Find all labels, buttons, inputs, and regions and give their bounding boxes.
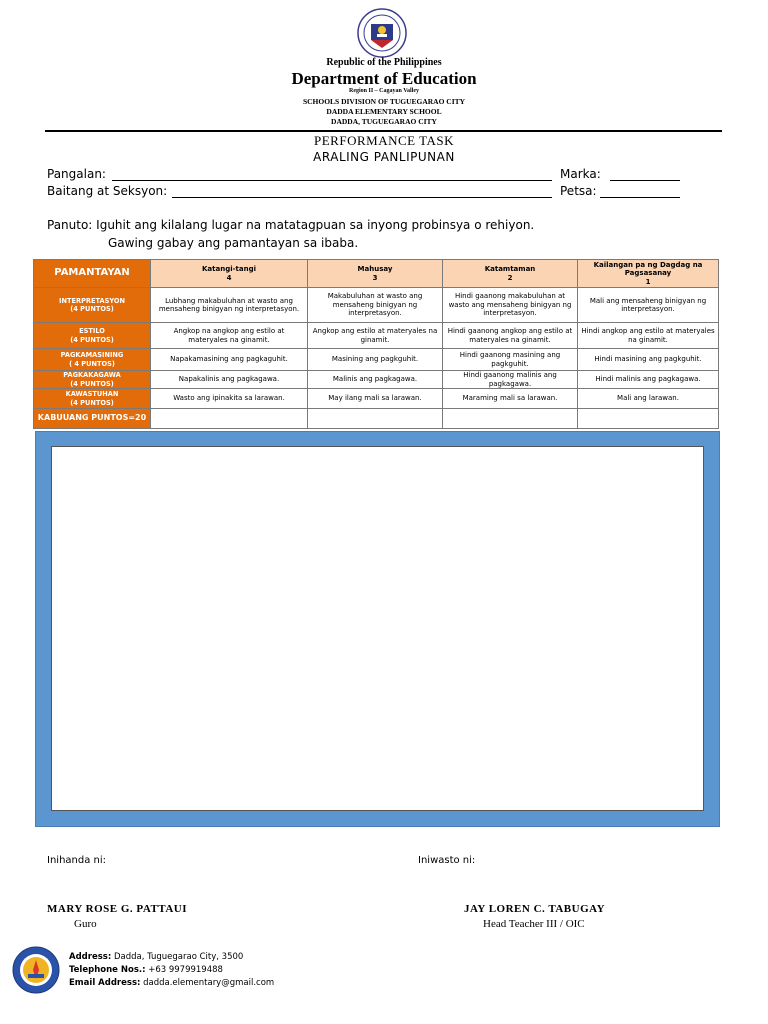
instruction-line-1: Panuto: Iguhit ang kilalang lugar na matatagpuan sa inyong probinsya o rehiyon. <box>47 218 535 232</box>
criterion-cell <box>34 349 151 371</box>
level-name: Kailangan pa ng Dagdag na Pagsasanay <box>593 260 703 278</box>
header-rule <box>45 130 722 132</box>
rubric-cell: Mali ang mensaheng binigyan ng interpretasyon. <box>578 288 719 323</box>
rubric-row <box>34 288 719 323</box>
level-header-1 <box>578 260 719 288</box>
footer-phone <box>69 964 223 977</box>
rubric-header-row <box>34 260 719 288</box>
checked-by-label: Iniwasto ni: <box>418 855 476 866</box>
rubric-cell: May ilang mali sa larawan. <box>308 389 443 409</box>
rubric-cell: Napakamasining ang pagkaguhit. <box>151 349 308 371</box>
grade-section-label: Baitang at Seksyon: <box>47 184 168 198</box>
rubric-cell: Hindi gaanong masining ang pagkguhit. <box>443 349 578 371</box>
level-header-4 <box>151 260 308 288</box>
drawing-frame <box>35 431 720 827</box>
rubric-cell: Mali ang larawan. <box>578 389 719 409</box>
email-label: Email Address: <box>69 978 141 988</box>
rubric-cell: Hindi angkop ang estilo at materyales na ginamit. <box>578 323 719 349</box>
teacher-name: MARY ROSE G. PATTAUI <box>47 903 187 915</box>
name-field[interactable] <box>112 168 552 181</box>
footer-address <box>69 951 243 964</box>
department-title: Department of Education <box>291 69 477 88</box>
rubric-cell: Makabuluhan at wasto ang mensaheng binigyan ng interpretasyon. <box>308 288 443 323</box>
criterion-name: PAGKAKAGAWA <box>63 371 121 379</box>
rubric-cell: Hindi gaanong malinis ang pagkagawa. <box>443 371 578 389</box>
grade-section-field[interactable] <box>172 185 552 198</box>
republic-text: Republic of the Philippines <box>326 57 442 68</box>
rubric-cell: Hindi malinis ang pagkagawa. <box>578 371 719 389</box>
rubric-row <box>34 349 719 371</box>
level-score: 1 <box>645 277 651 286</box>
email-value[interactable]: dadda.elementary@gmail.com <box>143 978 275 988</box>
rubric-cell: Malinis ang pagkagawa. <box>308 371 443 389</box>
rubric-cell: Wasto ang ipinakita sa larawan. <box>151 389 308 409</box>
instruction-line-2: Gawing gabay ang pamantayan sa ibaba. <box>108 236 359 250</box>
rubric-cell: Lubhang makabuluhan at wasto ang mensaheng binigyan ng interpretasyon. <box>151 288 308 323</box>
criterion-cell <box>34 288 151 323</box>
school-name: DADDA ELEMENTARY SCHOOL <box>326 107 442 116</box>
drawing-area[interactable] <box>51 446 704 811</box>
level-header-3 <box>308 260 443 288</box>
rubric-cell: Hindi masining ang pagkguhit. <box>578 349 719 371</box>
level-name: Katamtaman <box>484 265 536 273</box>
level-name: Katangi-tangi <box>202 265 256 273</box>
deped-seal-logo <box>357 8 407 58</box>
subject-title: ARALING PANLIPUNAN <box>313 150 455 164</box>
total-cell[interactable] <box>308 409 443 429</box>
level-score: 4 <box>226 273 232 282</box>
teacher-role: Guro <box>74 918 97 930</box>
criterion-name: ESTILO <box>79 327 105 335</box>
rubric-cell: Angkop na angkop ang estilo at materyales na ginamit. <box>151 323 308 349</box>
phone-value: +63 9979919488 <box>148 965 223 975</box>
rubric-row <box>34 389 719 409</box>
criterion-points: (4 PUNTOS) <box>70 305 114 313</box>
phone-label: Telephone Nos.: <box>69 965 146 975</box>
footer-email <box>69 977 274 990</box>
rubric-table <box>33 259 719 429</box>
school-address: DADDA, TUGUEGARAO CITY <box>331 117 437 126</box>
criterion-points: (4 PUNTOS) <box>70 398 114 407</box>
rubric-cell: Angkop ang estilo at materyales na ginamit. <box>308 323 443 349</box>
head-teacher-role: Head Teacher III / OIC <box>483 918 585 930</box>
score-label: Marka: <box>560 167 601 181</box>
level-name: Mahusay <box>357 265 393 273</box>
rubric-cell: Hindi gaanong angkop ang estilo at materyales na ginamit. <box>443 323 578 349</box>
head-teacher-name: JAY LOREN C. TABUGAY <box>464 903 606 915</box>
date-field[interactable] <box>600 185 680 198</box>
address-label: Address: <box>69 952 112 962</box>
criterion-name: PAGKAMASINING <box>60 351 124 359</box>
task-title: PERFORMANCE TASK <box>314 133 454 148</box>
level-score: 3 <box>372 273 378 282</box>
name-label: Pangalan: <box>47 167 106 181</box>
criterion-cell <box>34 371 151 389</box>
division-text: SCHOOLS DIVISION OF TUGUEGARAO CITY <box>302 97 466 106</box>
criterion-points: ( 4 PUNTOS) <box>69 359 115 368</box>
total-cell[interactable] <box>151 409 308 429</box>
rubric-row <box>34 371 719 389</box>
criteria-header: PAMANTAYAN <box>34 260 151 288</box>
total-cell[interactable] <box>443 409 578 429</box>
score-field[interactable] <box>610 168 680 181</box>
rubric-cell: Hindi gaanong makabuluhan at wasto ang mensaheng binigyan ng interpretasyon. <box>443 288 578 323</box>
school-logo <box>12 946 60 994</box>
date-label: Petsa: <box>560 184 597 198</box>
criterion-name: INTERPRETASYON <box>59 296 125 305</box>
rubric-total-row <box>34 409 719 429</box>
rubric-cell: Masining ang pagkguhit. <box>308 349 443 371</box>
criterion-points: (4 PUNTOS) <box>70 379 114 388</box>
rubric-cell: Napakalinis ang pagkagawa. <box>151 371 308 389</box>
level-header-2 <box>443 260 578 288</box>
criterion-cell <box>34 323 151 349</box>
total-cell[interactable] <box>578 409 719 429</box>
level-score: 2 <box>507 273 513 282</box>
rubric-row <box>34 323 719 349</box>
total-points-label: KABUUANG PUNTOS=20 <box>34 409 151 429</box>
rubric-cell: Maraming mali sa larawan. <box>443 389 578 409</box>
criterion-name: KAWASTUHAN <box>65 390 119 398</box>
address-value: Dadda, Tuguegarao City, 3500 <box>113 952 244 962</box>
criterion-points: (4 PUNTOS) <box>70 335 114 344</box>
prepared-by-label: Inihanda ni: <box>47 855 107 866</box>
region-text: Region II – Cagayan Valley <box>348 88 419 94</box>
criterion-cell <box>34 389 151 409</box>
